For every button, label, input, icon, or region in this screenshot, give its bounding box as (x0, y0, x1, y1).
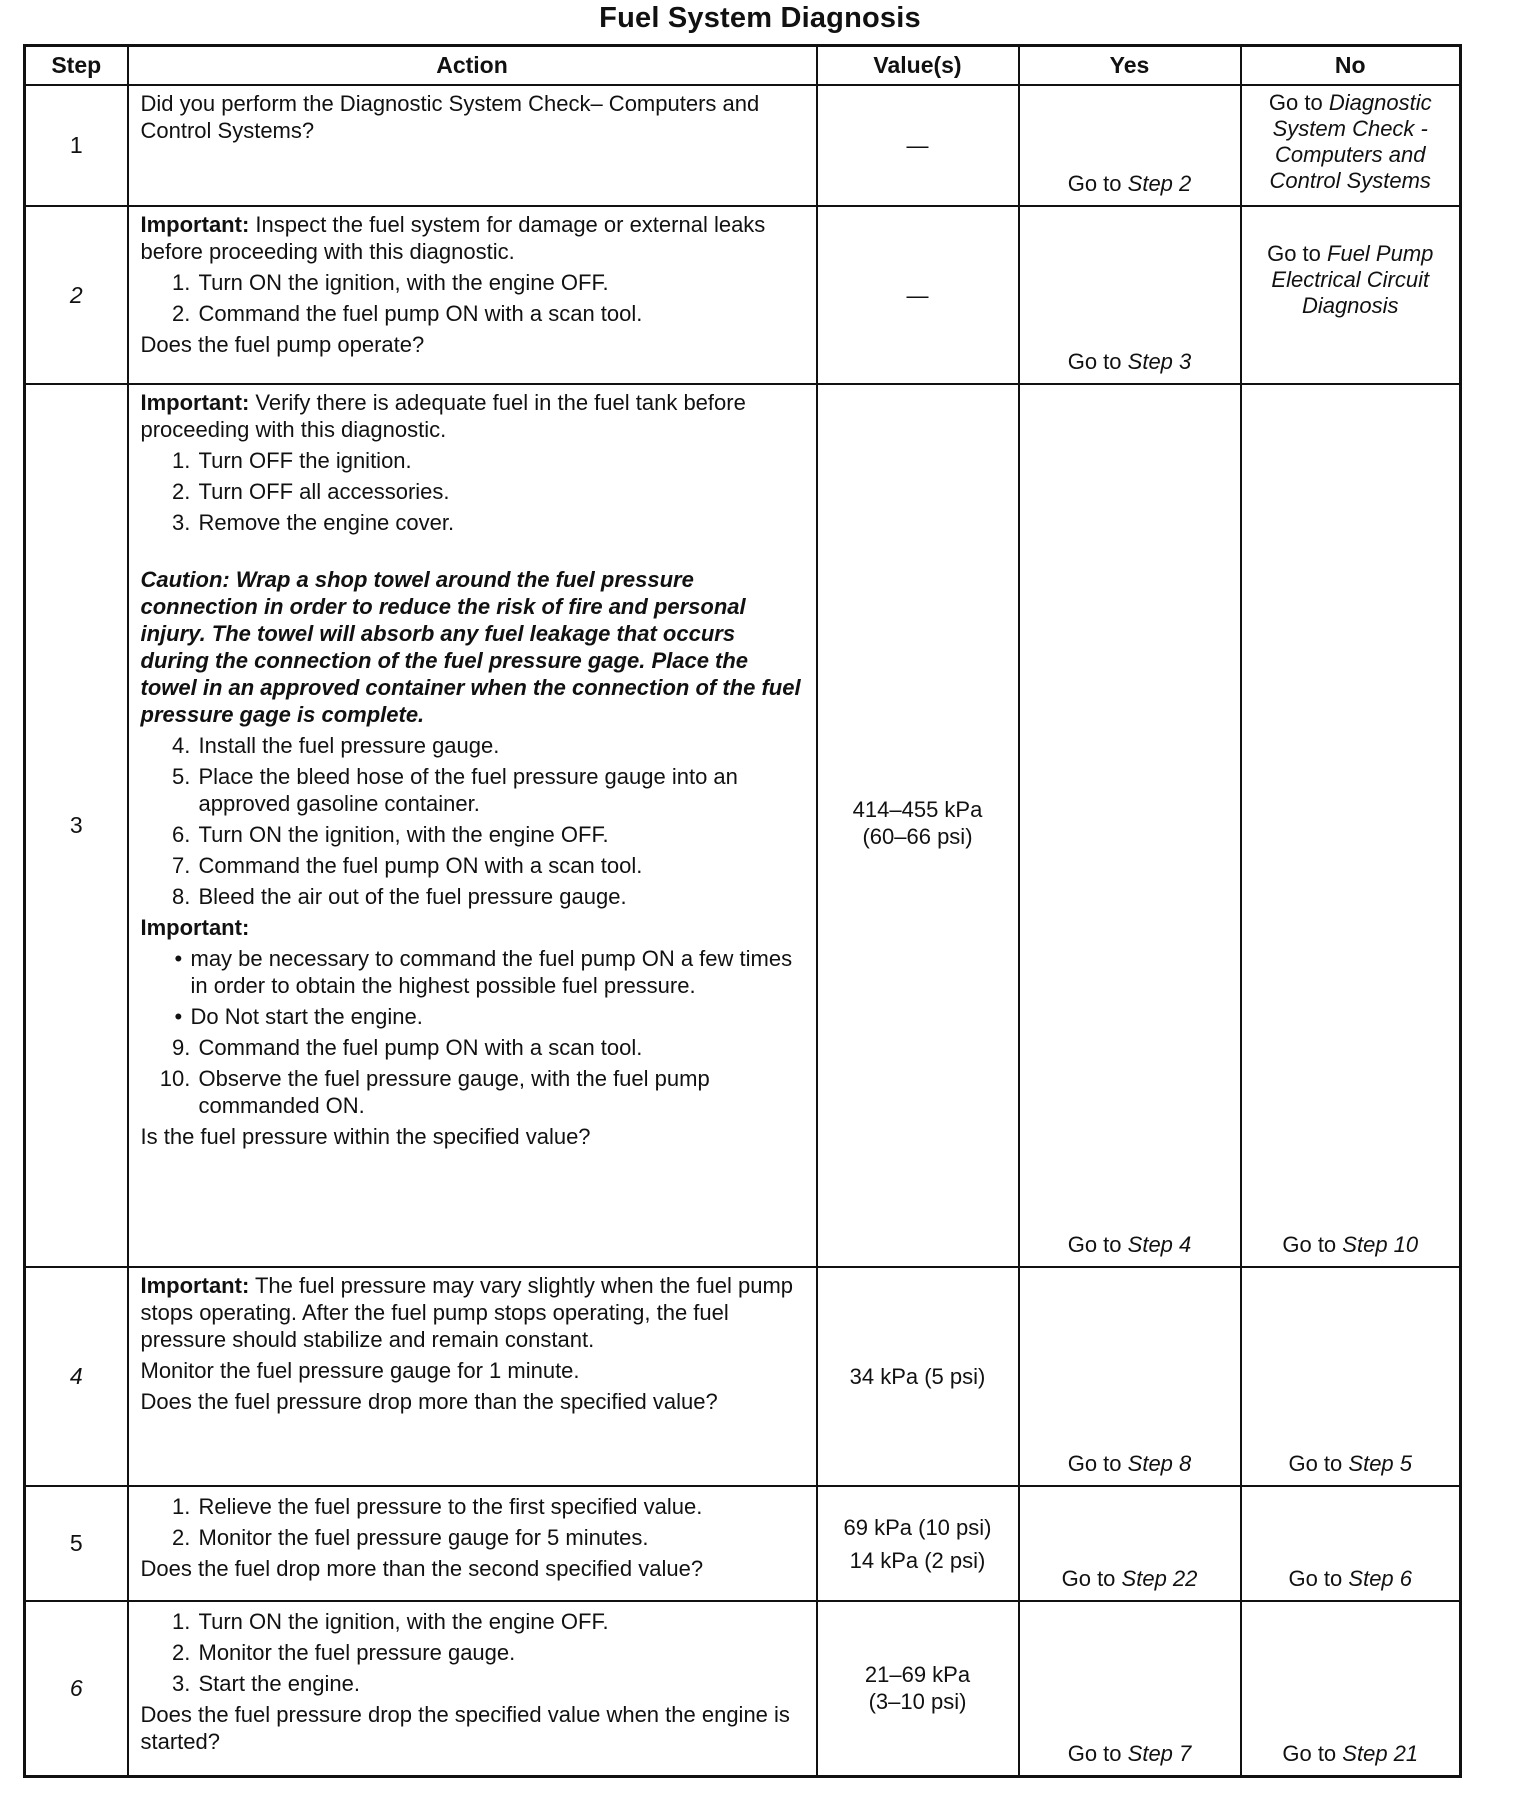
table-row (25, 1486, 1461, 1601)
header-values: Value(s) (817, 46, 1019, 86)
no-cell (1241, 1601, 1461, 1776)
yes-cell (1019, 1267, 1241, 1486)
value-line: (3–10 psi) (868, 1689, 967, 1715)
list-item: • Do Not start the engine. (191, 1003, 806, 1030)
list-item: 10. Observe the fuel pressure gauge, with the fuel pump commanded ON. (197, 1065, 806, 1119)
page-title: Fuel System Diagnosis (599, 2, 921, 34)
list-item: 2. Command the fuel pump ON with a scan tool. (197, 300, 806, 327)
list-item: • may be necessary to command the fuel pump ON a few times in order to obtain the highest possible fuel pressure. (191, 945, 806, 999)
question-text: Does the fuel pressure drop the specified value when the engine is started? (140, 1702, 790, 1754)
step-list (141, 447, 806, 536)
list-item: 2. Monitor the fuel pressure gauge for 5 minutes. (197, 1524, 806, 1551)
yes-cell (1019, 1601, 1241, 1776)
value-cell: 34 kPa (5 psi) (817, 1267, 1019, 1486)
no-cell (1241, 1267, 1461, 1486)
table-row (25, 384, 1461, 1267)
list-item: 4. Install the fuel pressure gauge. (197, 732, 806, 759)
no-cell (1241, 384, 1461, 1267)
yes-cell (1019, 85, 1241, 206)
step-list (141, 1493, 806, 1551)
important-note (141, 389, 806, 443)
step-list (141, 732, 806, 910)
yes-step-link: Step 22 (1121, 1566, 1198, 1591)
action-cell (128, 1601, 817, 1776)
list-item: 1. Turn ON the ignition, with the engine OFF. (197, 1608, 806, 1635)
go-to-text: Go to (1067, 1451, 1122, 1476)
important-label: Important: (140, 915, 250, 940)
action-cell (128, 1486, 817, 1601)
header-step: Step (25, 46, 128, 86)
caution-note: Caution: Wrap a shop towel around the fuel pressure connection in order to reduce the risk of fire and personal injury. The towel will absorb any fuel leakage that occurs during the connection of the fuel pressure gage. Place the towel in an approved container when the connection of the fuel pressure gage is complete. (140, 567, 801, 727)
go-to-text: Go to (1067, 1232, 1122, 1257)
table-row (25, 1267, 1461, 1486)
go-to-text: Go to (1267, 241, 1321, 266)
important-note (141, 1272, 806, 1353)
value-line: 414–455 kPa (852, 796, 983, 822)
no-step-link: Step 6 (1348, 1566, 1413, 1591)
step-list (141, 1608, 806, 1697)
action-cell (128, 206, 817, 384)
go-to-text: Go to (1067, 1740, 1122, 1766)
important-text: The fuel pressure may vary slightly when the fuel pump stops operating. After the fuel pump stops operating, the fuel pressure should stabilize and remain constant. (140, 1273, 794, 1352)
list-item: 1. Turn ON the ignition, with the engine OFF. (197, 269, 806, 296)
step-list (141, 1034, 806, 1119)
list-item: 7. Command the fuel pump ON with a scan tool. (197, 852, 806, 879)
question-text: Does the fuel pump operate? (140, 332, 425, 357)
no-step-link: Step 5 (1348, 1451, 1413, 1476)
list-item: 6. Turn ON the ignition, with the engine OFF. (197, 821, 806, 848)
table-row (25, 85, 1461, 206)
yes-step-link: Step 4 (1127, 1232, 1192, 1257)
no-cell (1241, 85, 1461, 206)
diagnosis-table (23, 44, 1462, 1778)
list-item: 5. Place the bleed hose of the fuel pressure gauge into an approved gasoline container. (197, 763, 806, 817)
step-number: 1 (25, 85, 128, 206)
go-to-text: Go to (1067, 349, 1122, 374)
value-cell: — (817, 206, 1019, 384)
yes-step-link: Step 7 (1127, 1740, 1192, 1766)
important-note (141, 211, 806, 265)
go-to-text: Go to (1061, 1566, 1116, 1591)
step-number: 3 (25, 384, 128, 1267)
step-number: 4 (25, 1267, 128, 1486)
question-text: Does the fuel drop more than the second specified value? (140, 1556, 704, 1581)
go-to-text: Go to (1067, 171, 1122, 196)
question-text: Does the fuel pressure drop more than the specified value? (140, 1389, 718, 1414)
important-text: Inspect the fuel system for damage or external leaks before proceeding with this diagnostic. (140, 212, 766, 264)
list-item: 2. Monitor the fuel pressure gauge. (197, 1639, 806, 1666)
important-label: Important: (140, 390, 250, 415)
instruction-text: Monitor the fuel pressure gauge for 1 minute. (140, 1358, 580, 1383)
value-line: 69 kPa (10 psi) (843, 1514, 992, 1540)
yes-step-link: Step 3 (1127, 349, 1192, 374)
question-text: Is the fuel pressure within the specified value? (140, 1124, 591, 1149)
no-step-link: Step 21 (1342, 1740, 1419, 1766)
list-item: 8. Bleed the air out of the fuel pressure gauge. (197, 883, 806, 910)
step-list (141, 269, 806, 327)
step-number: 5 (25, 1486, 128, 1601)
value-cell (817, 1601, 1019, 1776)
go-to-text: Go to (1282, 1232, 1337, 1257)
no-target-link: Fuel Pump Electrical Circuit Diagnosis (1271, 241, 1434, 318)
value-cell (817, 384, 1019, 1267)
go-to-text: Go to (1288, 1566, 1343, 1591)
value-cell (817, 1486, 1019, 1601)
list-item: 9. Command the fuel pump ON with a scan tool. (197, 1034, 806, 1061)
yes-step-link: Step 8 (1127, 1451, 1192, 1476)
list-item: 3. Start the engine. (197, 1670, 806, 1697)
yes-step-link: Step 2 (1127, 171, 1192, 196)
go-to-text: Go to (1288, 1451, 1343, 1476)
no-step-link: Step 10 (1342, 1232, 1419, 1257)
list-item: 3. Remove the engine cover. (197, 509, 806, 536)
important-label: Important: (140, 212, 250, 237)
list-item: 1. Turn OFF the ignition. (197, 447, 806, 474)
list-item: 1. Relieve the fuel pressure to the first specified value. (197, 1493, 806, 1520)
header-no: No (1241, 46, 1461, 86)
question-text: Did you perform the Diagnostic System Check– Computers and Control Systems? (140, 91, 760, 143)
header-row (25, 46, 1461, 86)
step-number: 6 (25, 1601, 128, 1776)
action-cell (128, 1267, 817, 1486)
value-line: 21–69 kPa (864, 1662, 971, 1688)
important-label: Important: (140, 1273, 250, 1298)
spacer (141, 540, 806, 566)
action-cell (128, 85, 817, 206)
step-number: 2 (25, 206, 128, 384)
table-row (25, 206, 1461, 384)
no-cell (1241, 1486, 1461, 1601)
go-to-text: Go to (1282, 1740, 1337, 1766)
no-cell (1241, 206, 1461, 384)
header-yes: Yes (1019, 46, 1241, 86)
bullet-list (141, 945, 806, 1030)
table-row (25, 1601, 1461, 1776)
yes-cell (1019, 384, 1241, 1267)
go-to-text: Go to (1268, 90, 1323, 115)
header-action: Action (128, 46, 817, 86)
value-line: 14 kPa (2 psi) (849, 1547, 986, 1573)
list-item: 2. Turn OFF all accessories. (197, 478, 806, 505)
yes-cell (1019, 206, 1241, 384)
action-cell (128, 384, 817, 1267)
value-line: (60–66 psi) (862, 823, 973, 849)
no-target-link: Diagnostic System Check - Computers and Control Systems (1269, 90, 1432, 193)
yes-cell (1019, 1486, 1241, 1601)
value-cell: — (817, 85, 1019, 206)
important-text: Verify there is adequate fuel in the fuel tank before proceeding with this diagnostic. (140, 390, 746, 442)
